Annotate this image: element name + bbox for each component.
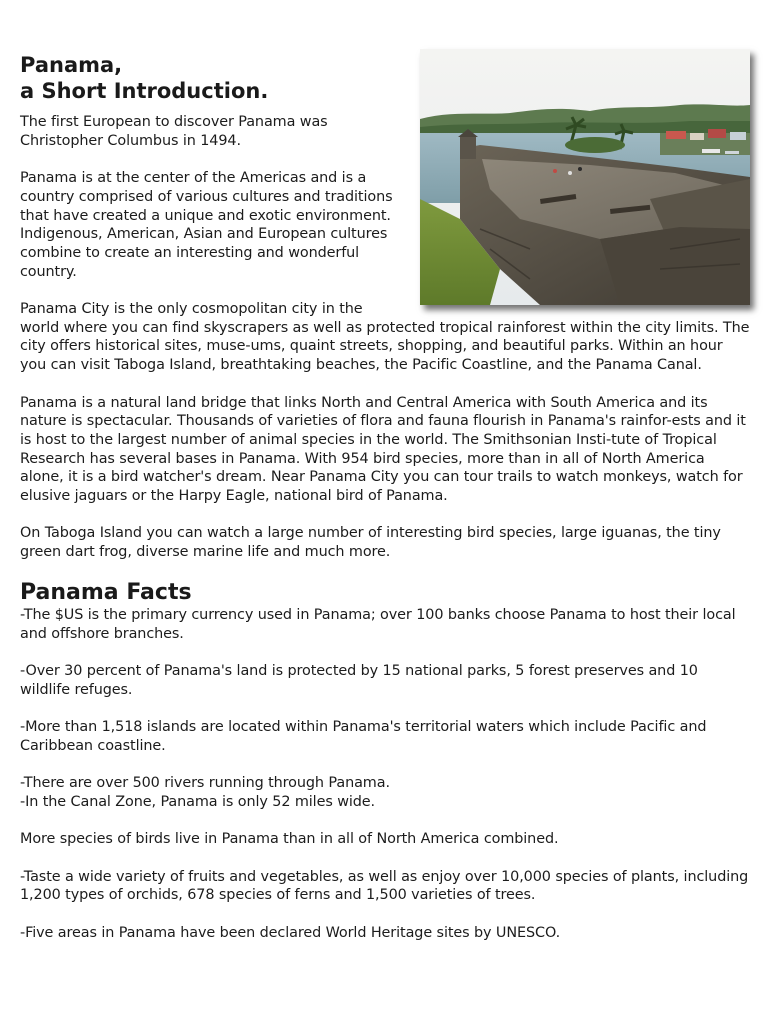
fact-item: -In the Canal Zone, Panama is only 52 miles wide. <box>20 793 376 810</box>
fact-item: -Over 30 percent of Panama's land is protected by 15 national parks, 5 forest preserves and 10 wildlife refuges. <box>20 662 698 698</box>
fact-item: More species of birds live in Panama than in all of North America combined. <box>20 831 559 848</box>
facts-heading: Panama Facts <box>20 579 192 605</box>
fact-item: -Taste a wide variety of fruits and vegetables, as well as enjoy over 10,000 species of plants, including 1,200 types of orchids, 678 species of ferns and 1,500 varieties of trees. <box>20 868 749 904</box>
intro-paragraph-4: Panama is a natural land bridge that links North and Central America with South America and its nature is spectacular. Thousands of varieties of flora and fauna flourish in Panama's rainfor-ests and it is host to the largest number of animal species in the world. The Smithsonian Insti-tute of Tropical Research has several bases in Panama. With 954 bird species, more than in all of North America alone, it is a bird watcher's dream. Near Panama City you can tour trails to watch monkeys, watch for elusive jaguars or the Harpy Eagle, national bird of Panama. <box>20 394 746 505</box>
fact-item: -More than 1,518 islands are located within Panama's territorial waters which include Pacific and Caribbean coastline. <box>20 719 707 754</box>
fact-item: -Five areas in Panama have been declared World Heritage sites by UNESCO. <box>20 924 561 941</box>
fort-photo-frame <box>420 49 754 312</box>
fort-photo <box>420 49 750 305</box>
intro-paragraph-3: Panama City is the only cosmopolitan city in the world where you can find skyscrapers as well as protected tropical rainforest within the city limits. The city offers historical sites, muse-ums, quaint streets, shopping, and beautiful parks. Within an hour you can visit Taboga Island, breathtaking beaches, the Pacific Coastline, and the Panama Canal. <box>20 301 750 374</box>
facts-section <box>20 606 750 943</box>
fact-item: -There are over 500 rivers running through Panama. <box>20 775 390 792</box>
fort-illustration <box>420 49 750 305</box>
document-page <box>20 0 750 942</box>
intro-paragraph-1: The first European to discover Panama was Christopher Columbus in 1494. <box>20 114 328 149</box>
intro-paragraph-2: Panama is at the center of the Americas and is a country comprised of various cultures and traditions that have created a unique and exotic environment. Indigenous, American, Asian and European cultures combine to create an interesting and wonderful country. <box>20 170 393 280</box>
title-line-1: Panama, <box>20 53 123 77</box>
title-line-2: a Short Introduction. <box>20 79 269 103</box>
fact-item: -The $US is the primary currency used in Panama; over 100 banks choose Panama to host their local and offshore branches. <box>20 606 736 642</box>
intro-paragraph-5: On Taboga Island you can watch a large number of interesting bird species, large iguanas, the tiny green dart frog, diverse marine life and much more. <box>20 525 721 561</box>
